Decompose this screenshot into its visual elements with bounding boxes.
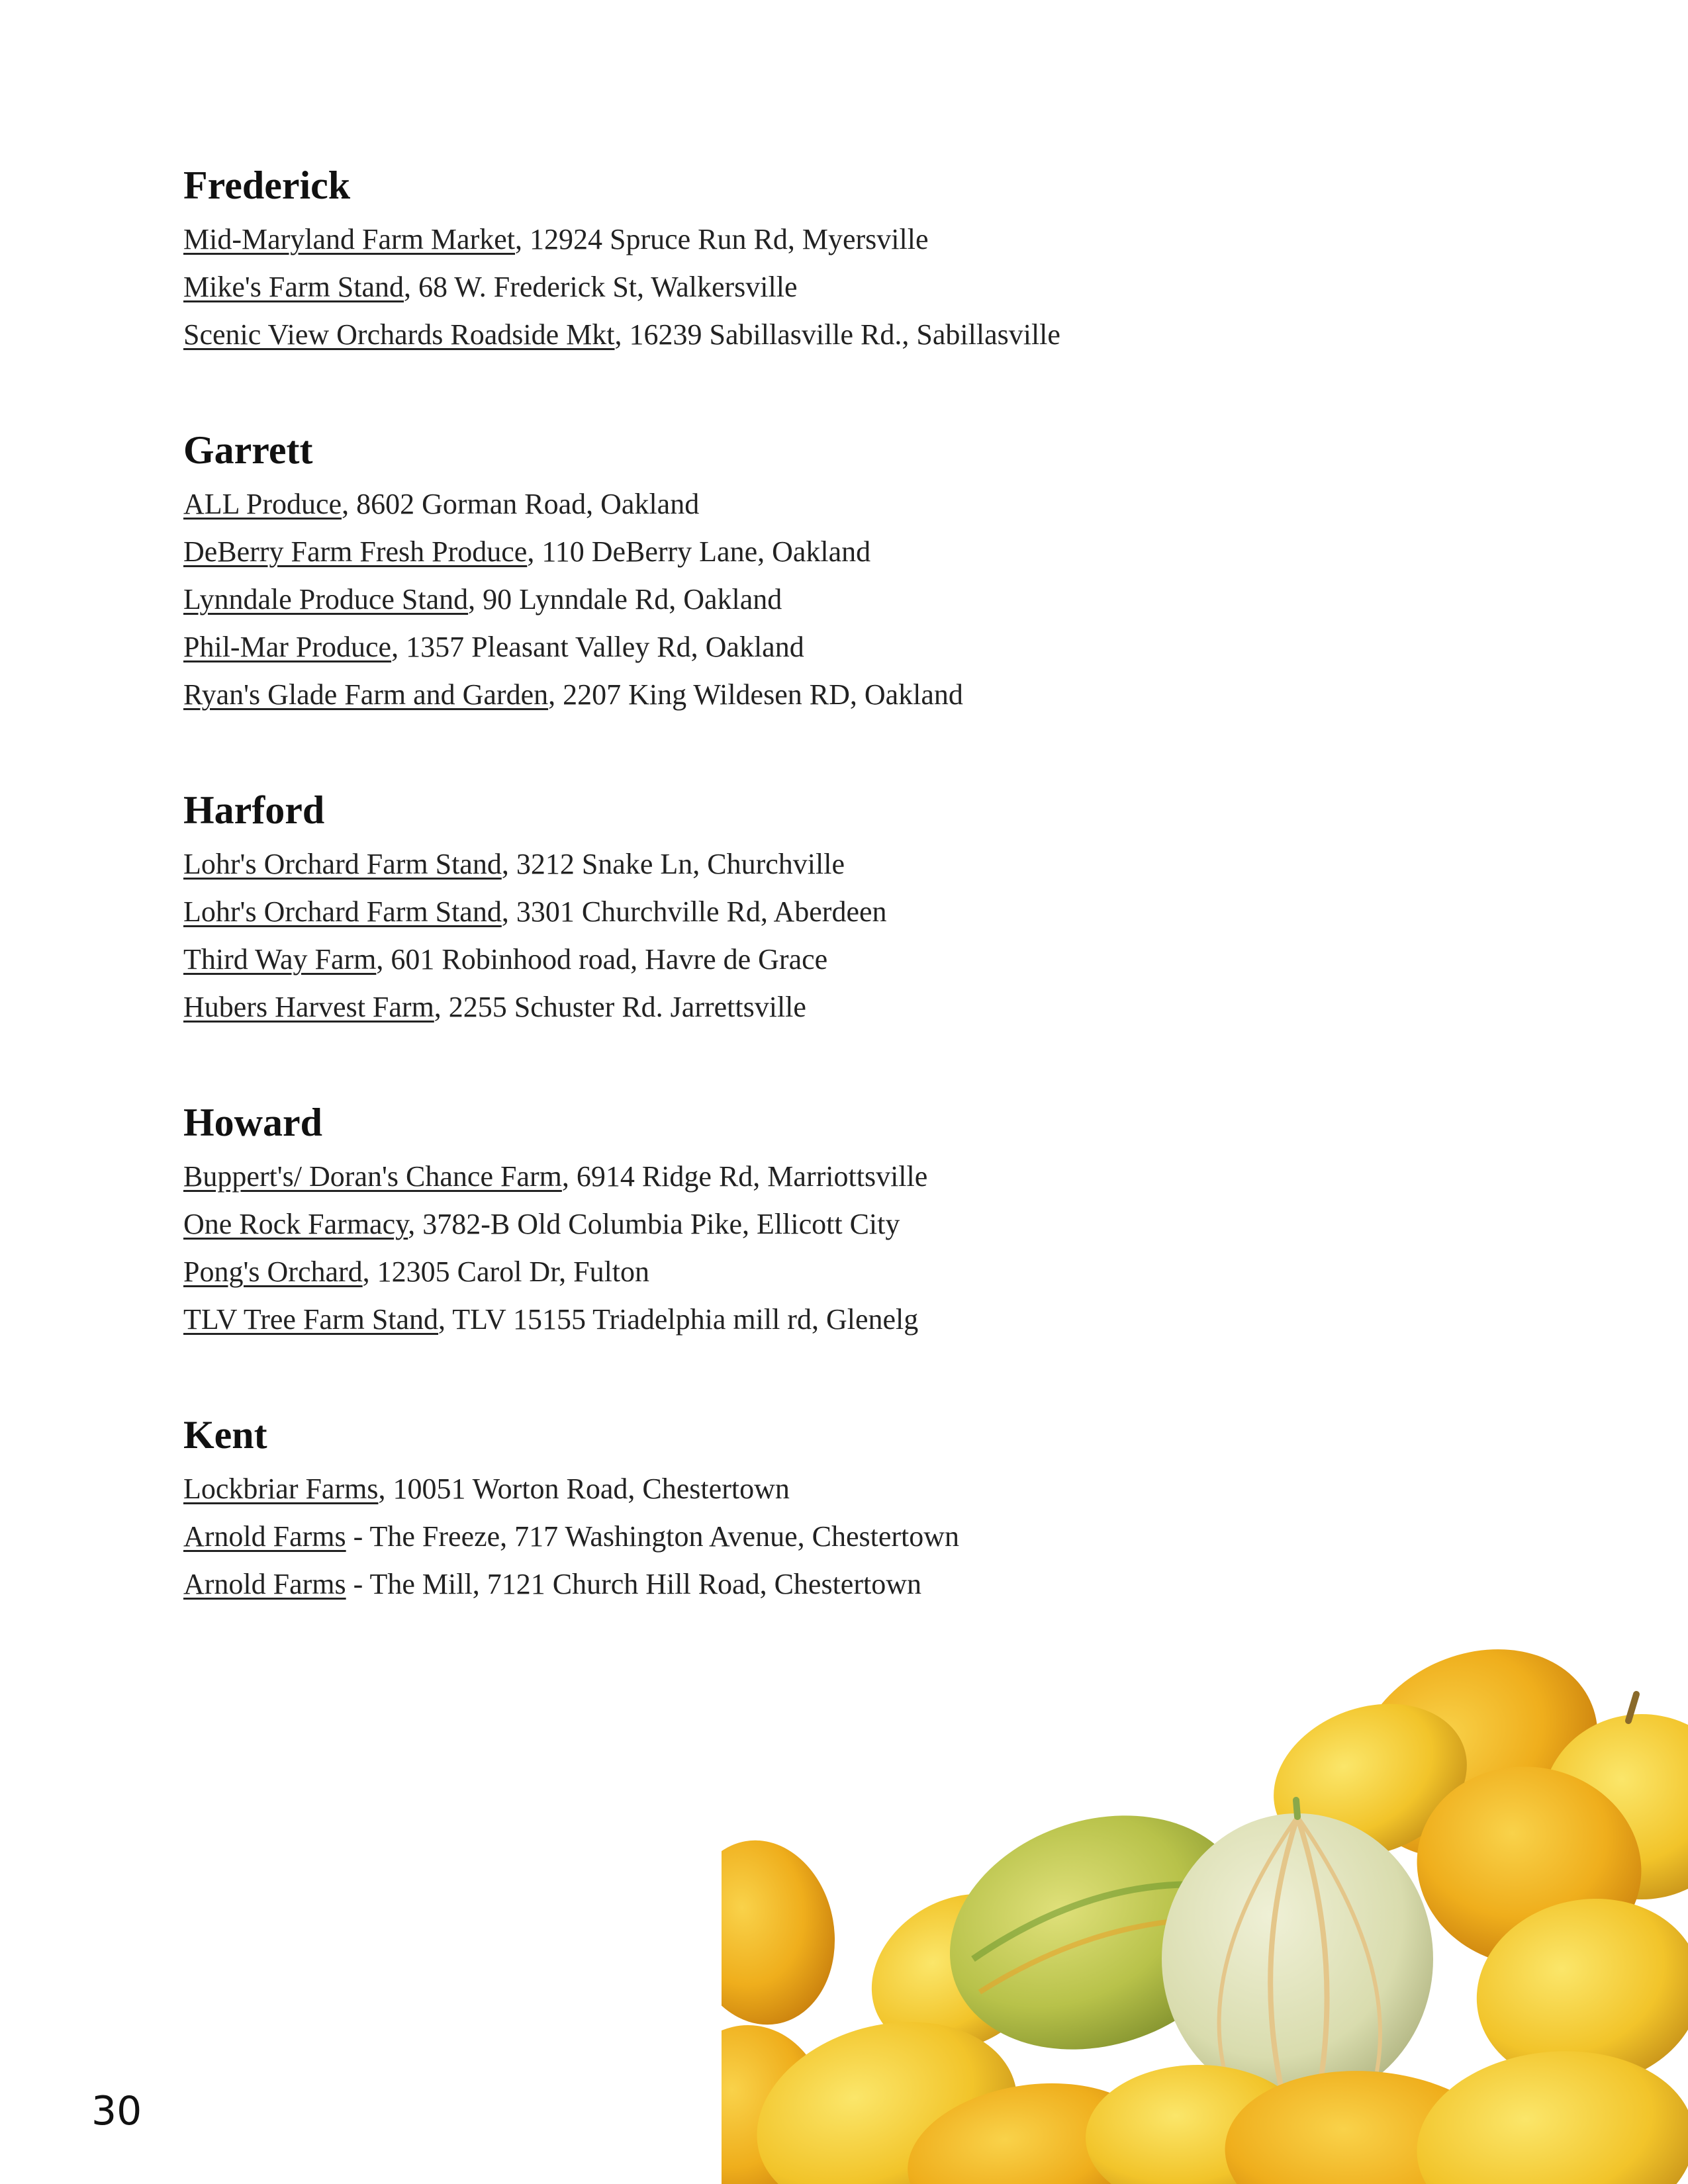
section-kent <box>183 1408 1441 1608</box>
farm-address: , 1357 Pleasant Valley Rd, Oakland <box>391 631 804 663</box>
farm-address: , 68 W. Frederick St, Walkersville <box>404 271 798 303</box>
farm-address: , 12305 Carol Dr, Fulton <box>362 1255 650 1288</box>
section-frederick <box>183 159 1441 359</box>
farm-address: , 12924 Spruce Run Rd, Myersville <box>515 223 929 255</box>
farm-address: - The Freeze, 717 Washington Avenue, Chestertown <box>346 1520 960 1553</box>
list-item <box>183 1296 1441 1343</box>
farm-stand-directory <box>183 159 1441 1673</box>
list-item <box>183 1465 1441 1513</box>
farm-link[interactable]: Lohr's Orchard Farm Stand <box>183 848 502 880</box>
list-item <box>183 1248 1441 1296</box>
list-item <box>183 1201 1441 1248</box>
farm-address: , 2207 King Wildesen RD, Oakland <box>548 678 963 711</box>
farm-address: - The Mill, 7121 Church Hill Road, Chestertown <box>346 1568 921 1600</box>
section-howard <box>183 1096 1441 1343</box>
county-heading: Harford <box>183 788 325 832</box>
page-number: 30 <box>91 2088 142 2134</box>
county-heading: Howard <box>183 1101 322 1144</box>
farm-link[interactable]: TLV Tree Farm Stand <box>183 1303 439 1336</box>
farm-address: , TLV 15155 Triadelphia mill rd, Glenelg <box>438 1303 919 1336</box>
melon-pile-photo <box>722 1588 1688 2184</box>
farm-link[interactable]: Buppert's/ Doran's Chance Farm <box>183 1160 562 1193</box>
list-item <box>183 841 1441 888</box>
farm-link[interactable]: ALL Produce <box>183 488 342 520</box>
farm-link[interactable]: DeBerry Farm Fresh Produce <box>183 535 528 568</box>
farm-address: , 10051 Worton Road, Chestertown <box>378 1473 790 1505</box>
farm-link[interactable]: Pong's Orchard <box>183 1255 363 1288</box>
farm-link[interactable]: Mike's Farm Stand <box>183 271 404 303</box>
farm-link[interactable]: Ryan's Glade Farm and Garden <box>183 678 549 711</box>
list-item <box>183 576 1441 623</box>
farm-address: , 110 DeBerry Lane, Oakland <box>527 535 871 568</box>
farm-link[interactable]: Lockbriar Farms <box>183 1473 379 1505</box>
list-item <box>183 216 1441 263</box>
farm-link[interactable]: Lohr's Orchard Farm Stand <box>183 895 502 928</box>
farm-address: , 8602 Gorman Road, Oakland <box>342 488 700 520</box>
county-heading: Kent <box>183 1413 267 1457</box>
list-item <box>183 528 1441 576</box>
list-item <box>183 1513 1441 1561</box>
farm-address: , 3301 Churchville Rd, Aberdeen <box>501 895 887 928</box>
farm-link[interactable]: Arnold Farms <box>183 1568 346 1600</box>
list-item <box>183 480 1441 528</box>
farm-link[interactable]: One Rock Farmacy <box>183 1208 408 1240</box>
farm-link[interactable]: Scenic View Orchards Roadside Mkt <box>183 318 615 351</box>
farm-link[interactable]: Phil-Mar Produce <box>183 631 392 663</box>
section-garrett <box>183 424 1441 719</box>
county-heading: Frederick <box>183 163 351 207</box>
list-item <box>183 623 1441 671</box>
farm-address: , 16239 Sabillasville Rd., Sabillasville <box>614 318 1060 351</box>
farm-address: , 6914 Ridge Rd, Marriottsville <box>561 1160 928 1193</box>
list-item <box>183 1153 1441 1201</box>
farm-address: , 90 Lynndale Rd, Oakland <box>468 583 782 615</box>
farm-link[interactable]: Third Way Farm <box>183 943 377 976</box>
farm-link[interactable]: Mid-Maryland Farm Market <box>183 223 515 255</box>
list-item <box>183 263 1441 311</box>
farm-link[interactable]: Arnold Farms <box>183 1520 346 1553</box>
farm-link[interactable]: Hubers Harvest Farm <box>183 991 434 1023</box>
list-item <box>183 936 1441 983</box>
list-item <box>183 671 1441 719</box>
list-item <box>183 311 1441 359</box>
farm-address: , 3782-B Old Columbia Pike, Ellicott City <box>408 1208 900 1240</box>
farm-link[interactable]: Lynndale Produce Stand <box>183 583 469 615</box>
farm-address: , 3212 Snake Ln, Churchville <box>501 848 845 880</box>
farm-address: , 601 Robinhood road, Havre de Grace <box>376 943 828 976</box>
list-item <box>183 983 1441 1031</box>
list-item <box>183 888 1441 936</box>
farm-address: , 2255 Schuster Rd. Jarrettsville <box>434 991 806 1023</box>
county-heading: Garrett <box>183 428 313 472</box>
section-harford <box>183 784 1441 1031</box>
